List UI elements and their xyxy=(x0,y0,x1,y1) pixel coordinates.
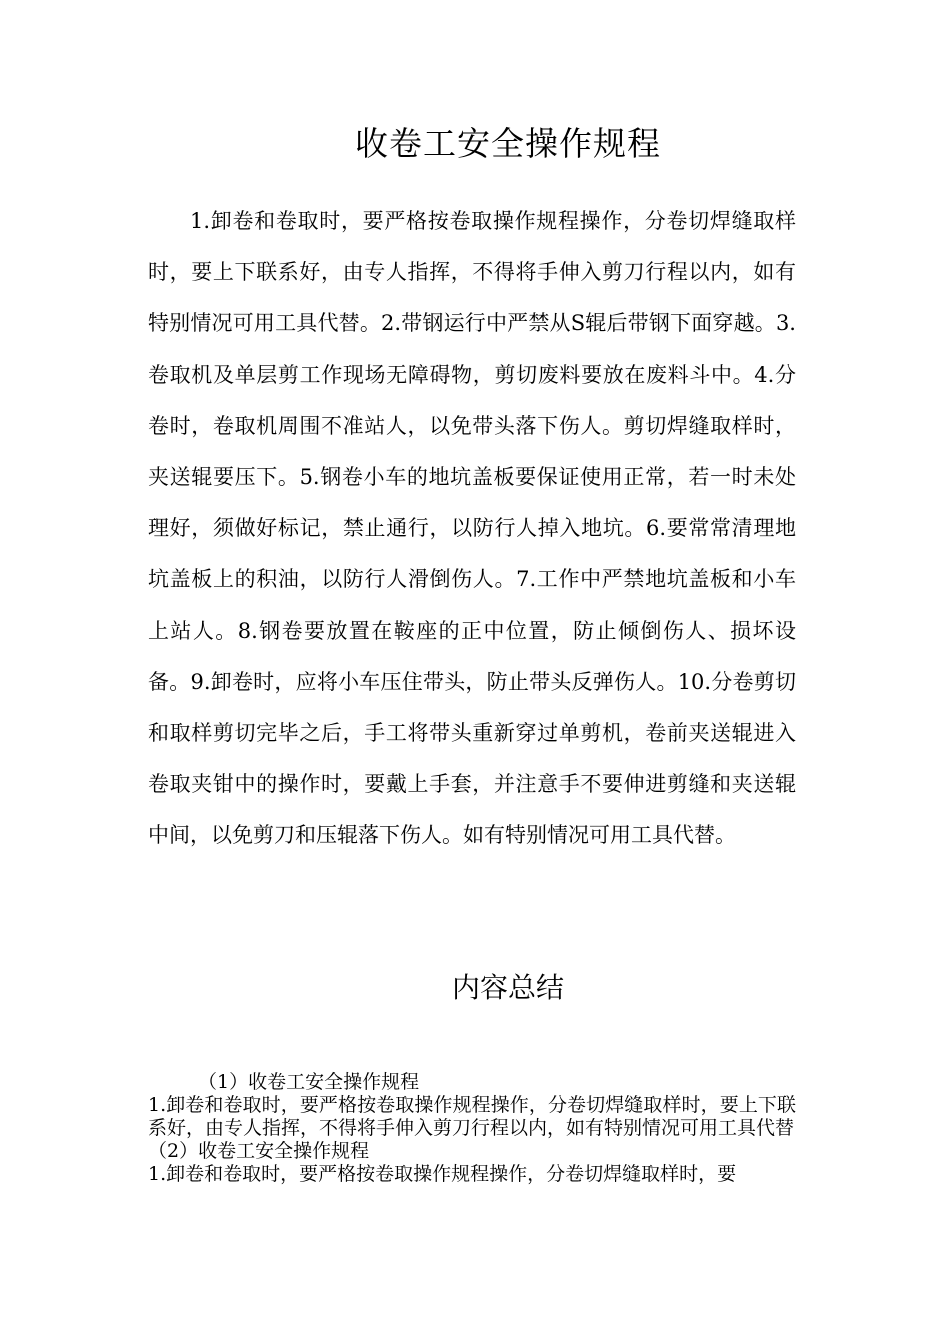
summary-section xyxy=(148,1071,796,1186)
document-body-paragraph: 1.卸卷和卷取时，要严格按卷取操作规程操作，分卷切焊缝取样时，要上下联系好，由专人指挥，不得将手伸入剪刀行程以内，如有特别情况可用工具代替。2.带钢运行中严禁从S辊后带钢下面穿越。3.卷取机及单层剪工作现场无障碍物，剪切废料要放在废料斗中。4.分卷时，卷取机周围不准站人，以免带头落下伤人。剪切焊缝取样时，夹送辊要压下。5.钢卷小车的地坑盖板要保证使用正常，若一时未处理好，须做好标记，禁止通行，以防行人掉入地坑。6.要常常清理地坑盖板上的积油，以防行人滑倒伤人。7.工作中严禁地坑盖板和小车上站人。8.钢卷要放置在鞍座的正中位置，防止倾倒伤人、损坏设备。9.卸卷时，应将小车压住带头，防止带头反弹伤人。10.分卷剪切和取样剪切完毕之后，手工将带头重新穿过单剪机，卷前夹送辊进入卷取夹钳中的操作时，要戴上手套，并注意手不要伸进剪缝和夹送辊中间，以免剪刀和压辊落下伤人。如有特别情况可用工具代替。 xyxy=(148,209,796,848)
summary-item-title: （2）收卷工安全操作规程 xyxy=(148,1140,370,1162)
summary-item-text: 1.卸卷和卷取时，要严格按卷取操作规程操作，分卷切焊缝取样时，要上下联系好，由专人指挥，不得将手伸入剪刀行程以内，如有特别情况可用工具代替 xyxy=(148,1094,796,1139)
summary-item-title: （1）收卷工安全操作规程 xyxy=(198,1071,420,1093)
summary-item-text: 1.卸卷和卷取时，要严格按卷取操作规程操作，分卷切焊缝取样时，要 xyxy=(148,1163,737,1185)
summary-heading: 内容总结 xyxy=(451,971,564,1004)
document-title: 收卷工安全操作规程 xyxy=(355,124,661,163)
